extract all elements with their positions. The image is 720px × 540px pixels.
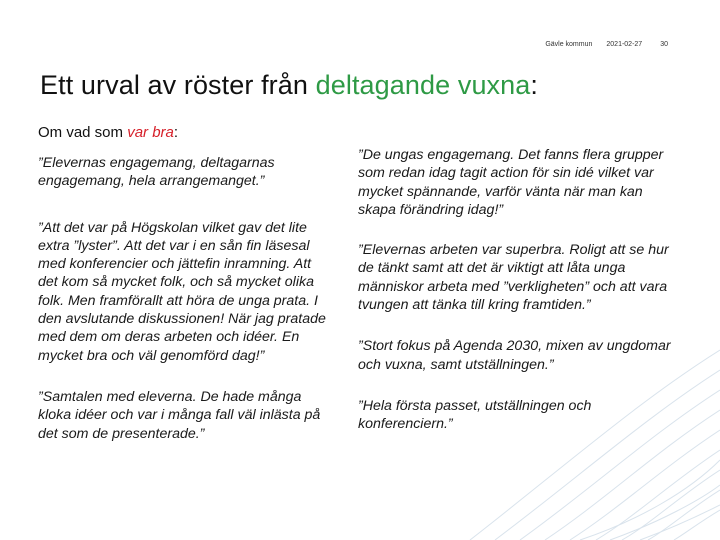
quote: ”Stort fokus på Agenda 2030, mixen av ungdomar och vuxna, samt utställningen.”: [358, 338, 671, 373]
slide-date: 2021-02-27: [606, 41, 643, 48]
quote: ”Samtalen med eleverna. De hade många kloka idéer och var i många fall väl inlästa på det som de presenterade.”: [38, 388, 321, 442]
subtitle-prefix: Om vad som: [38, 124, 128, 141]
quotes-right-column: [358, 146, 676, 434]
quotes-left-column: [38, 154, 334, 443]
quote: ”De ungas engagemang. Det fanns flera grupper som redan idag tagit action för sin idé vilket var mycket spännande, varför vänta när man kan skapa förändring idag!”: [358, 147, 664, 218]
quote: ”Hela första passet, utställningen och konferenciern.”: [358, 397, 592, 433]
section-subtitle: [38, 124, 178, 141]
title-suffix: :: [530, 70, 538, 100]
quote: ”Elevernas engagemang, deltagarnas engagemang, hela arrangemanget.”: [38, 155, 275, 190]
slide-header-meta: [545, 41, 668, 48]
page-number: 30: [660, 41, 668, 48]
subtitle-accent: var bra: [127, 124, 174, 141]
title-accent: deltagande vuxna: [315, 70, 531, 100]
quote: ”Elevernas arbeten var superbra. Roligt att se hur de tänkt samt att det är viktigt att låta unga människor arbeta med ”verkligheten” och att vara tvungen att tänka till kring framtiden.”: [358, 242, 669, 314]
subtitle-suffix: :: [173, 124, 179, 141]
quote: ”Att det var på Högskolan vilket gav det lite extra ”lyster”. Att det var i en sån fin läsesal med konferencier och jättefin inramning. Att det kom så mycket folk, och så mycket olika folk. Men framförallt att höra de unga prata. I den avslutande diskussionen! När jag pratade med dem om deras arbeten och idéer. En mycket bra och väl genomförd dag!”: [38, 219, 326, 364]
slide-title: [40, 70, 538, 101]
organization-name: Gävle kommun: [545, 41, 593, 48]
title-prefix: Ett urval av röster från: [40, 70, 316, 100]
